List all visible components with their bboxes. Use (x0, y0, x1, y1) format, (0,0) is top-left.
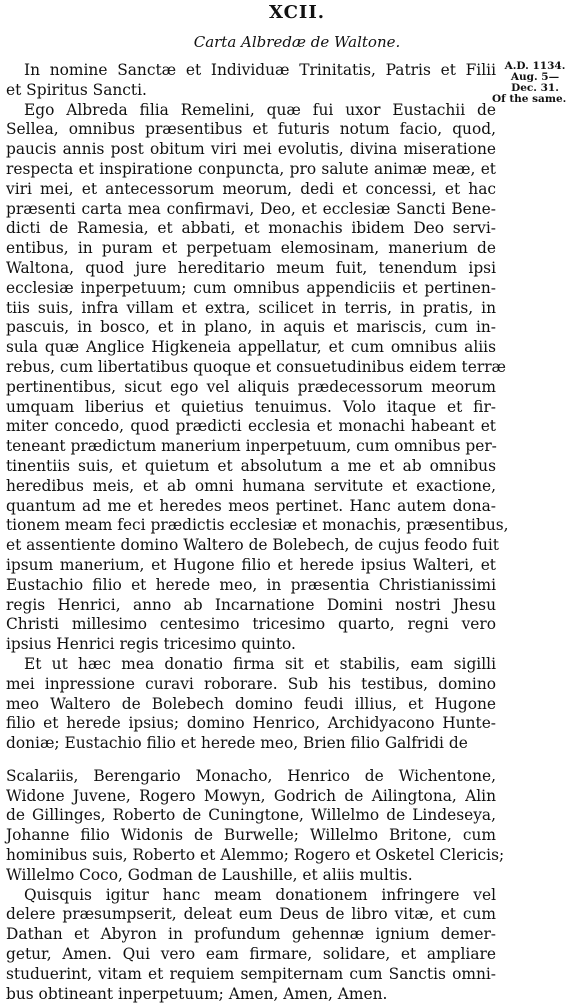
margin-date-note (494, 61, 576, 105)
text-line: paucis annis post obitum viri mei evolutis, divina miseratione (6, 140, 496, 159)
text-line: heredibus meis, et ab omni humana servitute et exactione, (6, 476, 496, 495)
text-line: teneant prædictum manerium inperpetuum, cum omnibus per- (6, 437, 497, 456)
text-line: hominibus suis, Roberto et Alemmo; Rogero et Osketel Clericis; (6, 846, 505, 865)
paragraph-grant (6, 100, 509, 655)
text-line: Quisquis igitur hanc meam donationem infringere vel (24, 885, 496, 904)
text-line: et Spiritus Sancti. (6, 80, 147, 99)
text-line: pascuis, in bosco, et in plano, in aquis et mariscis, cum in- (6, 318, 496, 337)
text-line: et assentiente domino Waltero de Bolebech, de cujus feodo fuit (6, 536, 499, 555)
text-line: respecta et inspiratione conpuncta, pro salute animæ meæ, et (6, 159, 496, 178)
text-line: Et ut hæc mea donatio firma sit et stabilis, eam sigilli (24, 654, 496, 673)
text-line: præsenti carta mea confirmavi, Deo, et ecclesiæ Sancti Bene- (6, 199, 496, 218)
text-line: miter concedo, quod prædicti ecclesia et monachi habeant et (6, 417, 496, 436)
text-line: tionem meam feci prædictis ecclesiæ et monachis, præsentibus, (6, 516, 509, 535)
text-line: doniæ; Eustachio filio et herede meo, Brien filio Galfridi de (6, 734, 468, 753)
text-line: Johanne filio Widonis de Burwelle; Willelmo Britone, cum (6, 826, 496, 845)
text-line: entibus, in puram et perpetuam elemosinam, manerium de (6, 239, 496, 258)
text-line: meo Waltero de Bolebech domino feudi illius, et Hugone (6, 694, 496, 713)
charter-title: Carta Albredæ de Waltone. (193, 33, 401, 51)
margin-note-line: A.D. 1134. (504, 60, 566, 72)
margin-note-line: Aug. 5— (510, 71, 560, 83)
charter-number: XCII. (268, 2, 326, 23)
text-line: Waltona, quod jure hereditario meum fuit, tenendum ipsi (6, 258, 496, 277)
text-line: Dathan et Abyron in profundum gehennæ ignium demer- (6, 925, 496, 944)
text-line: sula quæ Anglice Higkeneia appellatur, et cum omnibus aliis (6, 338, 496, 357)
text-line: In nomine Sanctæ et Individuæ Trinitatis, Patris et Filii (24, 61, 496, 79)
text-line: dicti de Ramesia, et abbati, et monachis ibidem Deo servi- (6, 219, 496, 238)
paragraph-witness-list (6, 766, 505, 886)
text-line: regis Henrici, anno ab Incarnatione Domini nostri Jhesu (6, 595, 496, 614)
text-line: Widone Juvene, Rogero Mowyn, Godrich de Ailingtona, Alin (6, 786, 496, 805)
text-line: Sellea, omnibus præsentibus et futuris notum facio, quod, (6, 120, 496, 139)
text-line: umquam liberius et quietius tenuimus. Volo itaque et fir- (6, 397, 496, 416)
paragraph-invocation (6, 61, 496, 101)
text-line: ecclesiæ inperpetuum; cum omnibus appendiciis et pertinen- (6, 278, 496, 297)
text-line: Eustachio filio et herede meo, in præsentia Christianissimi (6, 575, 496, 594)
text-line: Ego Albreda filia Remelini, quæ fui uxor Eustachii de (24, 100, 496, 119)
text-line: bus obtineant inperpetuum; Amen, Amen, Amen. (6, 984, 388, 1003)
margin-note-line: Of the same. (492, 93, 567, 105)
text-line: Willelmo Coco, Godman de Laushille, et aliis multis. (6, 865, 413, 884)
text-line: de Gillinges, Roberto de Cuningtone, Willelmo de Lindeseya, (6, 806, 496, 825)
text-line: tinentiis suis, et quietum et absolutum a me et ab omnibus (6, 456, 496, 475)
text-line: ipsius Henrici regis tricesimo quinto. (6, 635, 296, 654)
text-line: ipsum manerium, et Hugone filio et herede ipsius Walteri, et (6, 555, 496, 574)
text-line: mei inpressione curavi roborare. Sub his testibus, domino (6, 674, 496, 693)
paragraph-sanction (6, 886, 496, 1004)
column-break-gap (6, 754, 496, 767)
text-line: rebus, cum libertatibus quoque et consuetudinibus eidem terræ (6, 357, 507, 376)
text-line: delere præsumpserit, deleat eum Deus de libro vitæ, et cum (6, 905, 496, 924)
text-line: Christi millesimo centesimo tricesimo quarto, regni vero (6, 615, 496, 634)
margin-note-line: Dec. 31. (511, 82, 559, 94)
text-line: quantum ad me et heredes meos pertinet. Hanc autem dona- (6, 496, 496, 515)
text-line: filio et herede ipsius; domino Henrico, Archidyacono Hunte- (6, 714, 496, 733)
text-line: pertinentibus, sicut ego vel aliquis prædecessorum meorum (6, 377, 496, 396)
text-line: viri mei, et antecessorum meorum, dedi et concessi, et hac (6, 179, 496, 198)
text-line: getur, Amen. Qui vero eam firmare, solidare, et ampliare (6, 945, 496, 964)
charter-body (6, 61, 509, 1004)
text-line: tiis suis, infra villam et extra, scilicet in terris, in pratis, in (6, 298, 496, 317)
paragraph-witnesses (6, 655, 496, 754)
text-line: studuerint, vitam et requiem sempiternam cum Sanctis omni- (6, 964, 496, 983)
text-line: Scalariis, Berengario Monacho, Henrico de Wichentone, (6, 766, 496, 785)
